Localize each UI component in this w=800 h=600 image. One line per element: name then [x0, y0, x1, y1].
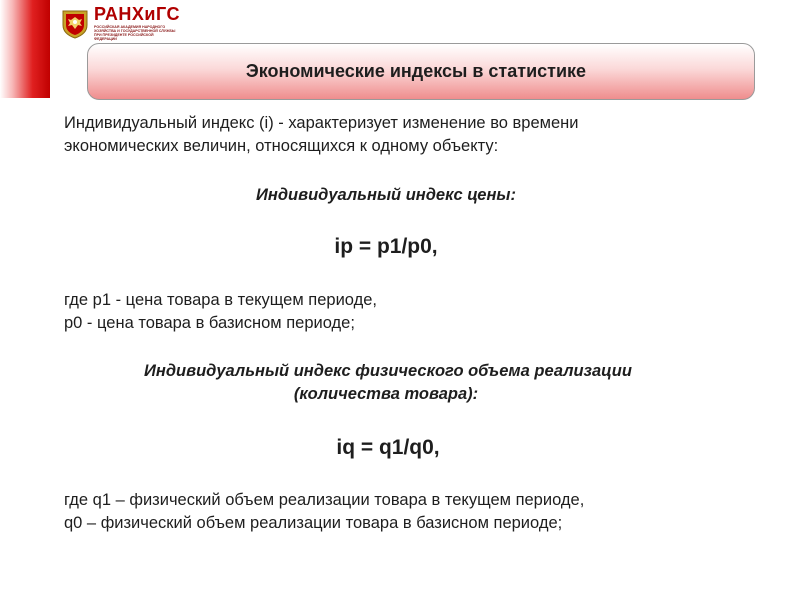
- volume-index-heading-line-2: (количества товара):: [293, 385, 479, 403]
- volume-index-heading-line-1: Индивидуальный индекс физического объема реализации: [144, 362, 632, 380]
- volume-explanation-line-1: где q1 – физический объем реализации товара в текущем периоде,: [64, 491, 585, 509]
- price-index-explanation: [64, 289, 377, 335]
- price-explanation-line-1: где p1 - цена товара в текущем периоде,: [64, 291, 377, 309]
- logo-name: РАНХиГС: [94, 3, 180, 24]
- price-explanation-line-2: p0 - цена товара в базисном периоде;: [64, 314, 355, 332]
- volume-index-formula: iq = q1/q0,: [336, 436, 440, 459]
- price-index-formula: ip = p1/p0,: [334, 235, 438, 258]
- intro-line-1: Индивидуальный индекс (i) - характеризует изменение во времени: [64, 114, 579, 132]
- title-box: [87, 43, 755, 100]
- ranepa-logo: [60, 3, 180, 42]
- volume-explanation-line-2: q0 – физический объем реализации товара в базисном периоде;: [64, 514, 563, 532]
- intro-paragraph: [64, 112, 579, 158]
- intro-line-2: экономических величин, относящихся к одному объекту:: [64, 137, 499, 155]
- slide-title: Экономические индексы в статистике: [245, 61, 587, 81]
- volume-index-explanation: [64, 489, 584, 535]
- logo-subtitle: РОССИЙСКАЯ АКАДЕМИЯ НАРОДНОГО ХОЗЯЙСТВА И ГОСУДАРСТВЕННОЙ СЛУЖБЫ ПРИ ПРЕЗИДЕНТЕ РОССИЙСКОЙ ФЕДЕРАЦИИ: [94, 24, 176, 42]
- eagle-emblem-icon: [60, 7, 90, 39]
- red-accent-bar: [0, 0, 50, 98]
- price-index-heading: Индивидуальный индекс цены:: [256, 186, 516, 204]
